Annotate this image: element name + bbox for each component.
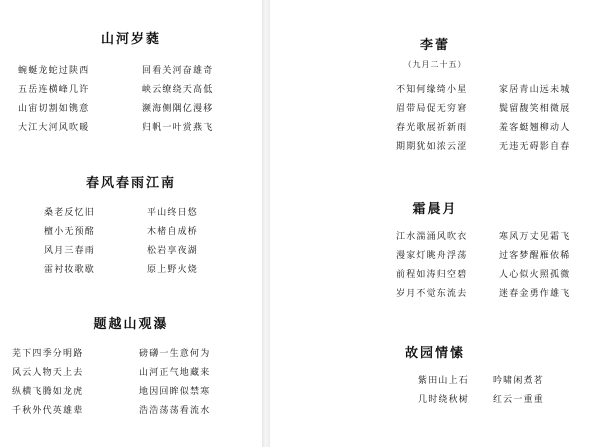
poem-line: 前程如涛归空碧 人心似火照孤微	[396, 270, 571, 280]
poem-line: 山宙切割如镌意 濒海侧隅亿漫移	[18, 104, 214, 114]
poem-date: （九月二十五）	[403, 60, 467, 69]
poem-guyuan	[270, 342, 600, 415]
poem-line: 江水湍涌风吹衣 寒风万丈见霜飞	[396, 232, 571, 242]
poem-title: 春风春雨江南	[85, 176, 176, 191]
poem-line: 期期犹如浓云涩 无违无碍影自春	[396, 142, 571, 152]
poem-shuangchenyue	[270, 198, 600, 309]
poem-line: 蜿蜒龙蛇过陕西 回看关河奋雄奇	[18, 66, 214, 76]
poem-title: 故园情愫	[404, 346, 465, 361]
poem-line: 桑老反忆旧 平山终日悠	[44, 208, 199, 218]
poem-lines	[0, 67, 262, 143]
poem-lines	[270, 233, 600, 309]
poem-title: 山河岁蕤	[100, 32, 161, 47]
poem-line: 几时绕秋树 红云一重重	[418, 395, 544, 405]
left-page	[0, 0, 262, 447]
poem-line: 檀小无预酩 木楮自成桥	[44, 227, 199, 237]
poem-line: 雷衬妆歌歇 原上野火烧	[44, 265, 199, 275]
poem-line: 风月三春雨 松岩享夜湖	[44, 246, 199, 256]
poem-lilei	[270, 34, 600, 162]
poem-title: 题越山观瀑	[93, 317, 169, 332]
poem-shanhe	[0, 28, 262, 143]
poem-line: 芜下四季分明路 磅礴一生意何为	[12, 349, 211, 359]
poem-line: 千秋外代英雄辈 浩浩荡荡看流水	[12, 406, 211, 416]
right-page	[270, 0, 600, 447]
poem-line: 春光歌展祈新雨 羞客蜓翘柳动人	[396, 123, 571, 133]
poem-yueshan	[0, 313, 262, 426]
poem-chunfeng	[0, 172, 262, 285]
poem-line: 不知何缘绮小星 家居青山远未城	[396, 85, 571, 95]
poem-line: 五岳连横峰几许 峡云缭绕天高低	[18, 85, 214, 95]
poem-line: 眉带局促无穷窘 鬓留馥笑相微展	[396, 104, 571, 114]
poem-line: 纵横飞腾如龙虎 地因回眸似禁寒	[12, 387, 211, 397]
poem-title: 霜晨月	[412, 202, 458, 217]
poem-lines	[270, 86, 600, 162]
poem-line: 紫田山上石 吟啸闲煮茗	[418, 376, 544, 386]
book-gutter	[262, 0, 270, 447]
poem-title: 李蕾	[419, 38, 450, 53]
poem-lines	[0, 209, 262, 285]
poem-line: 风云人物天上去 山河正气地藏来	[12, 368, 211, 378]
poem-lines	[0, 350, 262, 426]
poem-line: 岁月不觉东流去 迷春金勇作雄飞	[396, 289, 571, 299]
poem-line: 漫家灯眺舟浮荡 过客梦醒雁依稀	[396, 251, 571, 261]
poem-line: 大江大河风吹暖 归帆一叶赏燕飞	[18, 123, 214, 133]
poem-lines	[270, 377, 600, 415]
